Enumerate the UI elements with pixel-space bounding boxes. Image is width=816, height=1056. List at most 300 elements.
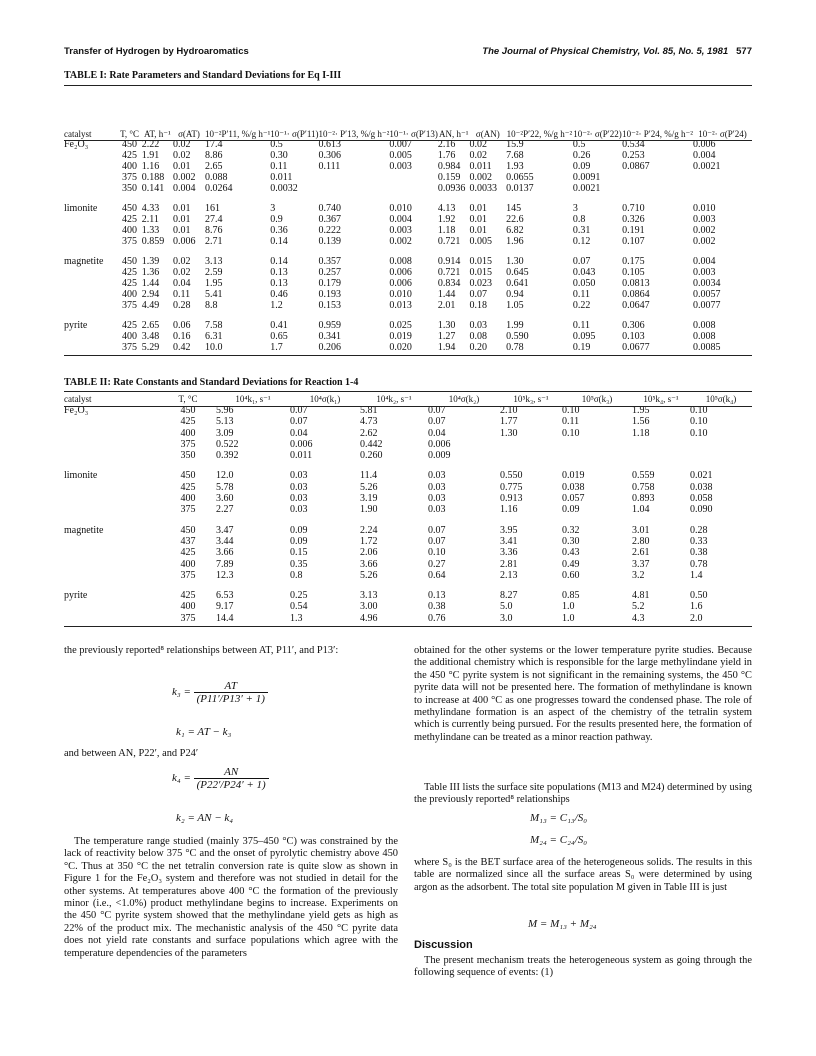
table-cell: 0.011 (290, 450, 313, 462)
catalyst-cell (64, 150, 117, 161)
table-cell: 5.29 (141, 342, 160, 353)
t1-bottom-rule (64, 355, 752, 356)
table-cell: 0.10 (428, 547, 446, 559)
table-cell: 8.27 (500, 590, 518, 602)
table-cell: 350 (122, 183, 138, 194)
table-cell: 0.0813 (622, 278, 650, 289)
equation-m-total: M = M₁₃ + M₂₄ (528, 918, 597, 930)
table-cell: 3.13 (205, 256, 223, 267)
eq-k4-denominator: (P22′/P24′ + 1) (196, 779, 266, 791)
eq-k4-numerator: AN (194, 766, 269, 779)
table-cell: 0.306 (318, 150, 341, 161)
table-cell: 0.758 (632, 481, 655, 493)
column-header: 10⁴σ(k₂) (448, 394, 480, 404)
table-cell: 6.53 (216, 590, 234, 602)
table-cell: 1.0 (562, 601, 575, 613)
table-cell: 0.005 (389, 150, 412, 161)
right-paragraph-2: Table III lists the surface site populations (M13 and M24) determined by using the previously reported⁸ relationships (414, 782, 752, 806)
table-cell: 400 (180, 493, 196, 505)
table-cell: 0.8 (290, 569, 303, 581)
table-cell: 0.913 (500, 493, 523, 505)
catalyst-cell (64, 504, 160, 515)
table-cell: 0.010 (389, 289, 412, 300)
table-cell: 14.4 (216, 612, 234, 624)
table-cell: 0.02 (172, 256, 191, 267)
table-cell: 450 (122, 203, 138, 214)
table-cell (318, 172, 389, 183)
table-cell (389, 172, 438, 183)
table-cell: 0.07 (290, 416, 308, 428)
table-cell: 0.139 (318, 236, 341, 247)
table-cell: 425 (122, 214, 138, 225)
table-cell: 0.550 (500, 470, 523, 482)
table-cell: 400 (180, 427, 196, 439)
catalyst-cell (64, 428, 160, 439)
t2-bottom-rule (64, 626, 752, 627)
table-cell: 0.253 (622, 150, 645, 161)
table-cell: 1.99 (506, 320, 524, 331)
table-cell: 3.2 (632, 569, 645, 581)
table-cell: 0.008 (692, 320, 716, 331)
catalyst-cell: magnetite (64, 524, 104, 536)
table-cell: 0.141 (141, 183, 165, 194)
catalyst-cell (64, 183, 117, 194)
catalyst-cell (64, 559, 160, 570)
table-cell: 0.09 (572, 161, 591, 172)
table-cell: 3.00 (360, 601, 378, 613)
column-header: catalyst (64, 394, 92, 404)
table-cell: 0.01 (469, 203, 488, 214)
table-row (64, 536, 752, 547)
table2-top-rule (64, 391, 752, 392)
group-spacer (64, 194, 752, 203)
table-cell: 1.94 (437, 342, 456, 353)
table-cell: 0.006 (692, 139, 716, 150)
table-cell: 3.01 (632, 524, 650, 536)
table-row (64, 439, 752, 450)
table-cell: 375 (122, 236, 138, 247)
table-cell: 0.222 (318, 225, 341, 236)
table-cell: 3.44 (216, 535, 234, 547)
table-cell (693, 183, 752, 194)
table-cell: 0.013 (389, 300, 412, 311)
table-cell: 0.03 (428, 504, 446, 516)
table-cell: 0.105 (622, 267, 645, 278)
table-cell: 2.22 (141, 139, 160, 150)
table-cell: 0.10 (690, 405, 708, 416)
table-cell: 0.006 (389, 267, 412, 278)
table-cell: 450 (180, 524, 196, 536)
catalyst-cell (64, 267, 117, 278)
table-cell: 2.13 (500, 569, 518, 581)
table-cell: 0.019 (562, 470, 585, 482)
table-cell: 1.95 (632, 405, 650, 416)
catalyst-cell (64, 450, 160, 461)
table-cell: 375 (180, 504, 196, 516)
table-cell: 0.07 (469, 289, 488, 300)
table-cell (690, 450, 752, 461)
table-cell: 0.08 (469, 331, 488, 342)
table1-caption: TABLE I: Rate Parameters and Standard Deviations for Eq I-III (64, 70, 342, 81)
table-cell: 375 (180, 612, 196, 624)
table-cell: 0.002 (172, 172, 196, 183)
table-cell: 2.01 (437, 300, 456, 311)
catalyst-cell (64, 342, 117, 353)
table-cell: 0.03 (428, 481, 446, 493)
table2-caption: TABLE II: Rate Constants and Standard Deviations for Reaction 1-4 (64, 377, 359, 388)
table-cell: 0.38 (690, 547, 708, 559)
table-cell: 0.057 (562, 493, 585, 505)
table-cell: 400 (122, 161, 138, 172)
table-cell: 0.043 (572, 267, 596, 278)
table-cell: 400 (180, 558, 196, 570)
table-cell: 0.534 (622, 139, 645, 150)
table-cell (632, 450, 690, 461)
table-row (64, 289, 752, 300)
table-cell: 375 (180, 569, 196, 581)
catalyst-cell: limonite (64, 203, 98, 214)
catalyst-cell (64, 601, 160, 612)
table-cell: 3.37 (632, 558, 650, 570)
table-row (64, 256, 752, 267)
table-cell: 0.088 (205, 172, 228, 183)
table-cell: 1.05 (506, 300, 524, 311)
catalyst-cell (64, 278, 117, 289)
column-header: 10⁵σ(k₃) (581, 394, 613, 404)
table-cell: 0.257 (318, 267, 341, 278)
table-cell (500, 439, 562, 450)
table-cell: 1.36 (141, 267, 160, 278)
table-cell: 0.01 (172, 225, 191, 236)
table-cell: 0.28 (172, 300, 191, 311)
table-cell: 3.09 (216, 427, 234, 439)
catalyst-cell: pyrite (64, 590, 88, 602)
catalyst-cell (64, 331, 117, 342)
table-cell: 2.27 (216, 504, 234, 516)
table-row (64, 570, 752, 581)
table-row (64, 267, 752, 278)
table-cell: 450 (180, 470, 196, 482)
table-cell (500, 450, 562, 461)
column-header: σ(AN) (475, 129, 500, 139)
table-row (64, 300, 752, 311)
table-cell: 0.01 (172, 203, 191, 214)
table-cell: 0.07 (572, 256, 591, 267)
table-cell: 4.73 (360, 416, 378, 428)
page-number: 577 (736, 46, 752, 57)
table-cell: 3.66 (216, 547, 234, 559)
catalyst-cell (64, 482, 160, 493)
table-cell: 1.3 (290, 612, 303, 624)
table-cell: 0.522 (216, 438, 239, 450)
group-spacer (64, 247, 752, 256)
column-header: 10⁵σ(k₄) (705, 394, 737, 404)
column-header: 10⁻²· σ(P′22) (573, 129, 622, 139)
table-cell: 1.27 (437, 331, 456, 342)
table-row (64, 450, 752, 461)
table-cell (690, 439, 752, 450)
table-cell: 0.43 (562, 547, 580, 559)
table-cell: 0.76 (428, 612, 446, 624)
table-cell: 0.023 (469, 278, 493, 289)
table-cell: 0.0647 (622, 300, 650, 311)
table-row (64, 203, 752, 214)
table-cell: 5.78 (216, 481, 234, 493)
table-cell: 1.44 (437, 289, 456, 300)
table-cell: 0.010 (692, 203, 716, 214)
table-cell: 0.0655 (506, 172, 534, 183)
table-cell: 0.60 (562, 569, 580, 581)
table-cell: 0.0091 (572, 172, 601, 183)
table-cell: 0.32 (562, 524, 580, 536)
table-cell: 0.38 (428, 601, 446, 613)
catalyst-cell (64, 161, 117, 172)
column-header: 10⁻²· P′13, %/g h⁻² (318, 129, 390, 139)
catalyst-cell: Fe₂O₃ (64, 139, 89, 150)
table-cell: 0.326 (622, 214, 645, 225)
catalyst-cell (64, 172, 117, 183)
table-cell: 0.0033 (469, 183, 498, 194)
table-cell: 1.91 (141, 150, 160, 161)
column-header: 10⁵k₃, s⁻¹ (513, 394, 549, 404)
table-cell: 400 (122, 289, 138, 300)
catalyst-cell (64, 300, 117, 311)
table-cell: 0.94 (506, 289, 524, 300)
table-cell: 0.893 (632, 493, 655, 505)
table-cell: 5.0 (500, 601, 513, 613)
table-cell: 7.58 (205, 320, 223, 331)
table-cell: 4.81 (632, 590, 650, 602)
table-cell: 3.60 (216, 493, 234, 505)
table-cell: 0.004 (172, 183, 196, 194)
table-cell: 0.006 (428, 438, 451, 450)
table-cell: 0.02 (469, 139, 488, 150)
catalyst-cell (64, 289, 117, 300)
table1 (64, 89, 752, 353)
table-cell: 0.36 (270, 225, 288, 236)
running-header-right (482, 46, 752, 57)
spacer-cell (64, 194, 752, 203)
table-cell: 1.77 (500, 416, 518, 428)
table-cell: 0.004 (692, 150, 716, 161)
table1-top-rule (64, 85, 752, 86)
table-cell: 0.03 (290, 481, 308, 493)
table-cell: 0.0021 (692, 161, 721, 172)
table-cell: 0.206 (318, 342, 341, 353)
table-cell: 2.0 (690, 612, 703, 624)
table-cell: 2.80 (632, 535, 650, 547)
table-cell: 3 (572, 203, 578, 214)
table-cell (693, 172, 752, 183)
table-cell: 0.10 (690, 427, 708, 439)
table-cell: 5.41 (205, 289, 223, 300)
table-cell: 0.02 (172, 267, 191, 278)
table-cell: 1.30 (437, 320, 456, 331)
table-cell: 2.06 (360, 547, 378, 559)
catalyst-cell: Fe₂O₃ (64, 405, 89, 416)
table-cell: 1.04 (632, 504, 650, 516)
table-cell: 0.0867 (622, 161, 650, 172)
table-cell: 2.16 (437, 139, 456, 150)
eq-k3-numerator: AT (194, 680, 268, 693)
table-row (64, 601, 752, 612)
table-cell: 0.14 (270, 236, 288, 247)
table-cell: 0.050 (572, 278, 596, 289)
table-cell: 0.005 (469, 236, 493, 247)
table-cell: 0.04 (290, 427, 308, 439)
table-cell: 375 (180, 438, 196, 450)
table-cell: 0.5 (270, 139, 283, 150)
table-cell: 1.39 (141, 256, 160, 267)
table-cell: 0.0677 (622, 342, 650, 353)
table-cell: 0.02 (469, 150, 488, 161)
table-cell: 0.002 (692, 236, 716, 247)
table-cell: 0.367 (318, 214, 341, 225)
equation-m13: M₁₃ = C₁₃/S₀ (530, 812, 588, 824)
table-cell: 5.26 (360, 481, 378, 493)
table-cell: 0.25 (290, 590, 308, 602)
column-header: 10⁻²· σ(P′24) (698, 129, 747, 139)
table-cell: 0.16 (172, 331, 191, 342)
table-cell: 1.72 (360, 535, 378, 547)
table-cell: 0.193 (318, 289, 341, 300)
table-cell: 145 (506, 203, 522, 214)
catalyst-cell (64, 613, 160, 624)
table-cell: 1.30 (500, 427, 518, 439)
table-cell: 0.641 (506, 278, 529, 289)
column-header: 10⁻²P′22, %/g h⁻² (506, 129, 573, 139)
table-cell: 6.31 (205, 331, 223, 342)
table-cell: 0.006 (389, 278, 412, 289)
table-row (64, 504, 752, 515)
table-cell: 4.13 (437, 203, 456, 214)
table-cell: 0.10 (562, 405, 580, 416)
section-heading-discussion: Discussion (414, 939, 473, 951)
table-cell: 0.85 (562, 590, 580, 602)
t2-header-rule (64, 406, 752, 407)
spacer-cell (64, 247, 752, 256)
column-header: 10⁻²· P′24, %/g h⁻² (622, 129, 693, 139)
table-cell: 0.775 (500, 481, 523, 493)
table-cell: 0.020 (389, 342, 412, 353)
table-cell: 425 (122, 150, 138, 161)
table-cell: 0.002 (692, 225, 716, 236)
table-cell: 3.47 (216, 524, 234, 536)
table-cell: 1.6 (690, 601, 703, 613)
table-cell: 0.03 (290, 470, 308, 482)
table-cell: 0.0032 (270, 183, 298, 194)
table-cell: 0.442 (360, 438, 383, 450)
table-cell: 0.984 (437, 161, 461, 172)
table-cell: 0.006 (172, 236, 196, 247)
table-cell: 375 (122, 300, 138, 311)
table-cell: 0.015 (469, 256, 493, 267)
table-cell: 10.0 (205, 342, 223, 353)
equation-k2: k₂ = AN − k₄ (176, 812, 234, 824)
table-cell: 0.559 (632, 470, 655, 482)
table-row (64, 525, 752, 536)
table-cell: 425 (122, 320, 138, 331)
table-cell: 450 (122, 256, 138, 267)
table-cell: 3.19 (360, 493, 378, 505)
table-cell: 0.07 (428, 535, 446, 547)
table-cell: 0.025 (389, 320, 412, 331)
table-cell: 350 (180, 450, 196, 462)
table-cell: 5.81 (360, 405, 378, 416)
left-paragraph: The temperature range studied (mainly 375–450 °C) was constrained by the lack of reactivity below 375 °C and the onset of pyrolytic chemistry above 450 °C. Thus at 350 °C the net tetralin conversion rate is quite slow as shown in Figure 1 for the Fe₂O₃ system and therefore was not studied in detail for the other systems. At temperatures above 400 °C the formation of the previously minor (i.e., <1.0%) product methylindane begins to increase. Experiments on the 450 °C pyrite system showed that the methylindane yield gets as high as 22% of the product mix. The mechanistic analysis of the 450 °C pyrite data does not yield rate constants and surface populations which agree with the temperature dependencies of the parameters (64, 836, 398, 959)
table-cell: 0.357 (318, 256, 341, 267)
table-cell: 0.010 (389, 203, 412, 214)
table-cell: 0.009 (428, 450, 451, 462)
table-cell: 5.13 (216, 416, 234, 428)
table-cell: 0.01 (172, 214, 191, 225)
table-cell: 3.36 (500, 547, 518, 559)
right-paragraph-4: The present mechanism treats the heterogeneous system as going through the following sequence of events: (1) (414, 955, 752, 979)
table-cell: 0.14 (270, 256, 288, 267)
table-cell: 0.111 (318, 161, 341, 172)
table-cell: 3.48 (141, 331, 160, 342)
spacer-cell (64, 516, 752, 525)
table-cell: 0.22 (572, 300, 591, 311)
table-cell: 1.56 (632, 416, 650, 428)
table-cell: 5.96 (216, 405, 234, 416)
table-cell: 0.0936 (437, 183, 466, 194)
table-cell: 0.5 (572, 139, 586, 150)
table-cell: 3.66 (360, 558, 378, 570)
catalyst-cell (64, 225, 117, 236)
table-cell: 0.095 (572, 331, 596, 342)
table-cell: 0.008 (389, 256, 412, 267)
table-cell: 0.07 (428, 416, 446, 428)
table-cell: 375 (122, 172, 138, 183)
table-cell: 0.10 (690, 416, 708, 428)
table-cell: 1.16 (141, 161, 160, 172)
table-cell: 0.0264 (205, 183, 233, 194)
table-cell: 6.82 (506, 225, 524, 236)
table-cell: 0.13 (428, 590, 446, 602)
table-cell: 4.3 (632, 612, 645, 624)
table-cell: 0.003 (389, 225, 412, 236)
table-row (64, 590, 752, 601)
column-header: 10⁴k₂, s⁻¹ (376, 394, 412, 404)
table-cell: 0.015 (469, 267, 493, 278)
table-cell: 0.64 (428, 569, 446, 581)
table-cell: 12.3 (216, 569, 234, 581)
table-cell: 4.96 (360, 612, 378, 624)
equation-k1: k₁ = AT − k₃ (176, 726, 232, 738)
table-cell: 1.4 (690, 569, 703, 581)
table-cell: 425 (122, 278, 138, 289)
table-cell: 0.004 (389, 214, 412, 225)
table-cell: 0.392 (216, 450, 239, 462)
table-cell: 450 (122, 139, 138, 150)
table-row (64, 482, 752, 493)
table-cell: 0.107 (622, 236, 645, 247)
table-cell: 0.07 (428, 524, 446, 536)
table-cell: 0.12 (572, 236, 591, 247)
table-cell: 2.10 (500, 405, 518, 416)
column-header: T, °C (120, 129, 139, 139)
table-cell: 437 (180, 535, 196, 547)
catalyst-cell (64, 570, 160, 581)
table-cell: 0.11 (172, 289, 191, 300)
right-paragraph-3: where S₀ is the BET surface area of the heterogeneous solids. The results in this table are normalized since all the surface areas S₀ were determined by using argon as the adsorbent. The total site population M given in Table III is just (414, 857, 752, 893)
table-cell: 27.4 (205, 214, 223, 225)
table-row (64, 613, 752, 624)
table-cell: 2.59 (205, 267, 223, 278)
table-cell: 1.44 (141, 278, 160, 289)
table-cell: 0.0864 (622, 289, 650, 300)
